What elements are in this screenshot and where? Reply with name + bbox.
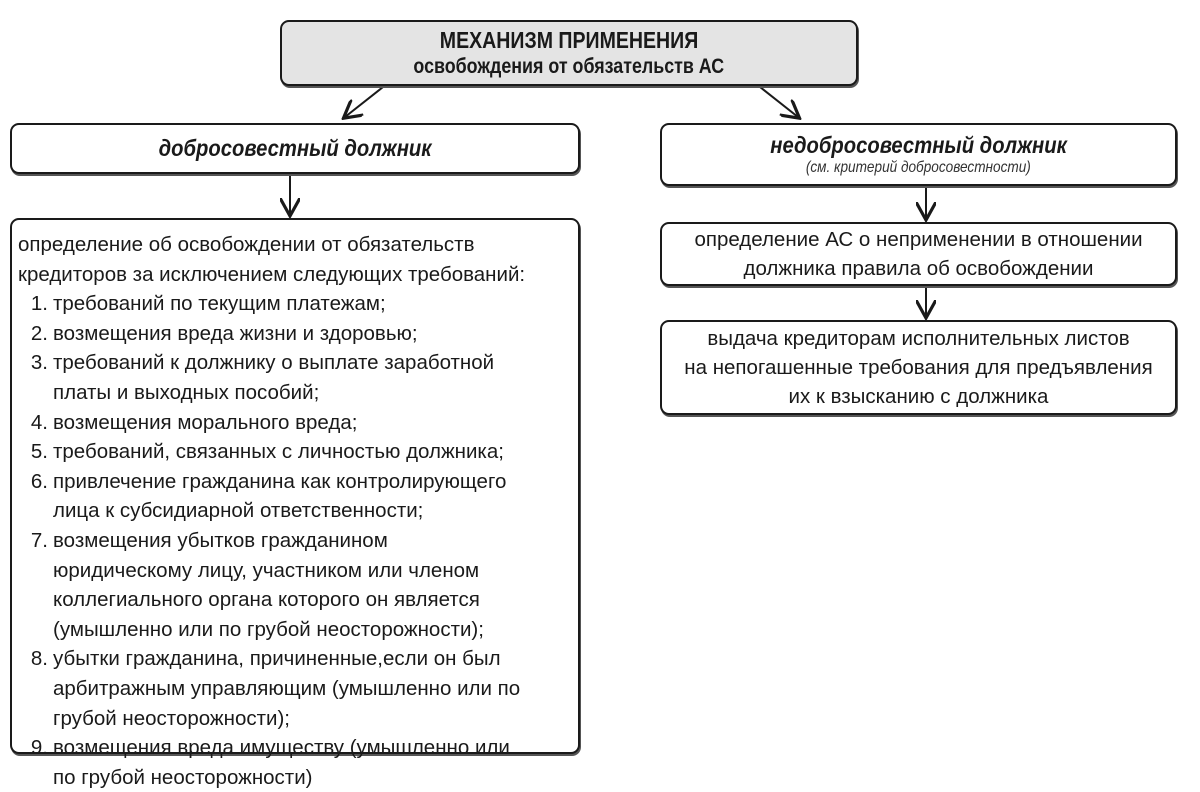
intro-line: определение об освобождении от обязательств — [18, 233, 475, 256]
good-debtor-title: добросовестный должник — [158, 135, 432, 161]
item-text: возмещения убытков гражданином юридическому лицу, участником или членом коллегиального органа которого он является (умышленно или по грубой неосторожности); — [53, 528, 484, 641]
title-line1: МЕХАНИЗМ ПРИМЕНЕНИЯ — [439, 27, 699, 53]
list-item — [18, 644, 578, 733]
item-text: требований, связанных с личностью должника; — [53, 440, 504, 464]
item-number: 1. — [30, 292, 48, 316]
intro-line: кредиторов за исключением следующих требований: — [18, 262, 526, 286]
title-line2: освобождения от обязательств АС — [413, 55, 725, 78]
bad-debtor-note: (см. критерий добросовестности) — [806, 159, 1031, 176]
step-text: выдача кредиторам исполнительных листов на непогашенные требования для предъявления их к взысканию с должника — [684, 327, 1153, 408]
good-debtor-box — [10, 123, 580, 174]
item-number: 6. — [30, 469, 48, 493]
item-number: 8. — [30, 647, 48, 671]
item-number: 5. — [30, 440, 48, 464]
list-item — [18, 408, 578, 438]
item-text: возмещения морального вреда; — [53, 410, 358, 434]
item-text: требований к должнику о выплате заработной платы и выходных пособий; — [53, 351, 495, 404]
mechanism-title-box — [280, 20, 858, 86]
bad-debtor-box — [660, 123, 1177, 186]
item-text: убытки гражданина, причиненные,если он был арбитражным управляющим (умышленно или по грубой неосторожности); — [53, 647, 521, 730]
list-item — [18, 319, 578, 349]
item-text: требований по текущим платежам; — [53, 292, 386, 316]
item-number: 3. — [30, 351, 48, 375]
step-text: определение АС о неприменении в отношении должника правила об освобождении — [694, 228, 1143, 280]
list-item — [18, 437, 578, 467]
item-number: 9. — [30, 736, 48, 760]
list-item — [18, 526, 578, 644]
list-item — [18, 733, 578, 792]
exemption-list-box — [10, 218, 580, 789]
item-text: привлечение гражданина как контролирующего лица к субсидиарной ответственности; — [53, 469, 507, 523]
item-number: 4. — [30, 410, 48, 434]
list-item — [18, 289, 578, 319]
item-number: 2. — [30, 321, 48, 345]
writs-box — [660, 320, 1177, 415]
arrow-to-bad — [760, 87, 798, 117]
list-item — [18, 467, 578, 526]
item-text: возмещения вреда имуществу (умышленно или по грубой неосторожности) — [53, 736, 510, 789]
item-text: возмещения вреда жизни и здоровью; — [53, 321, 418, 345]
list-item — [18, 348, 578, 407]
non-application-box — [660, 222, 1177, 286]
arrow-to-good — [345, 87, 383, 117]
item-number: 7. — [30, 528, 48, 552]
bad-debtor-title: недобросовестный должник — [770, 132, 1067, 158]
